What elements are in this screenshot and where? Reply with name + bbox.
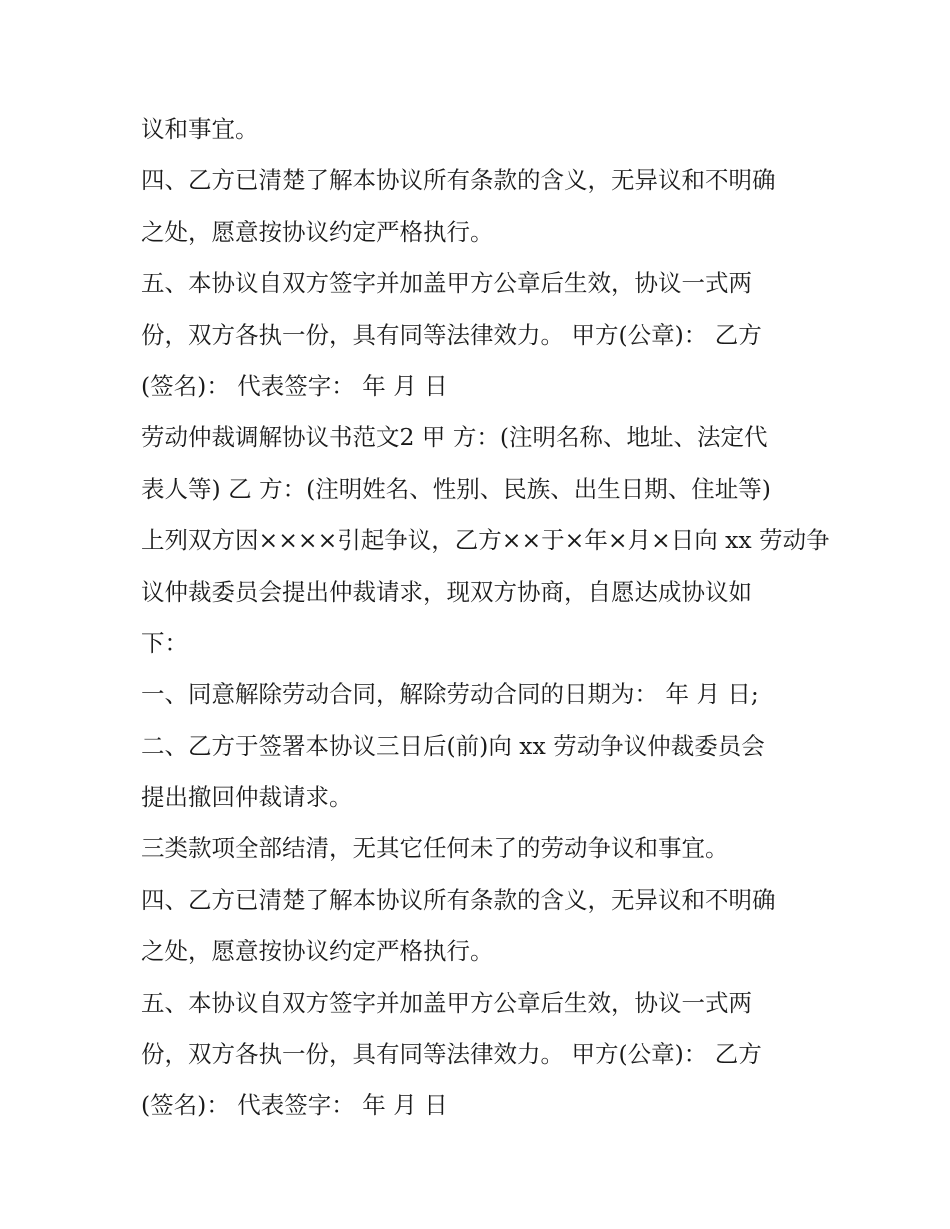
text-line: 二、乙方于签署本协议三日后(前)向 xx 劳动争议仲裁委员会 xyxy=(141,731,765,760)
text-line: 议和事宜。 xyxy=(141,115,259,143)
text-line: 四、乙方已清楚了解本协议所有条款的含义，无异议和不明确 xyxy=(141,166,776,195)
text-line: 三类款项全部结清，无其它任何未了的劳动争议和事宜。 xyxy=(141,834,729,863)
text-line: 之处，愿意按协议约定严格执行。 xyxy=(141,937,494,966)
text-line: (签名)： 代表签字： 年 月 日 xyxy=(141,371,448,400)
document-body xyxy=(141,104,830,1132)
text-line: 五、本协议自双方签字并加盖甲方公章后生效，协议一式两 xyxy=(141,269,752,298)
text-line: 表人等) 乙 方：(注明姓名、性别、民族、出生日期、住址等) xyxy=(141,474,771,503)
text-line: 提出撤回仲裁请求。 xyxy=(141,783,353,812)
text-line: 份，双方各执一份，具有同等法律效力。 甲方(公章)： 乙方 xyxy=(141,1040,762,1069)
text-line: 五、本协议自双方签字并加盖甲方公章后生效，协议一式两 xyxy=(141,988,752,1017)
text-line: 上列双方因××××引起争议，乙方××于×年×月×日向 xx 劳动争 xyxy=(141,526,830,555)
text-line: 一、同意解除劳动合同，解除劳动合同的日期为： 年 月 日; xyxy=(141,680,759,709)
text-line: 下： xyxy=(141,628,188,657)
section-heading-line: 劳动仲裁调解协议书范文2 甲 方：(注明名称、地址、法定代 xyxy=(141,423,768,452)
text-line: 议仲裁委员会提出仲裁请求，现双方协商，自愿达成协议如 xyxy=(141,577,752,606)
text-line: 份，双方各执一份，具有同等法律效力。 甲方(公章)： 乙方 xyxy=(141,320,762,349)
text-line: 之处，愿意按协议约定严格执行。 xyxy=(141,217,494,246)
text-line: (签名)： 代表签字： 年 月 日 xyxy=(141,1091,448,1120)
text-line: 四、乙方已清楚了解本协议所有条款的含义，无异议和不明确 xyxy=(141,885,776,914)
